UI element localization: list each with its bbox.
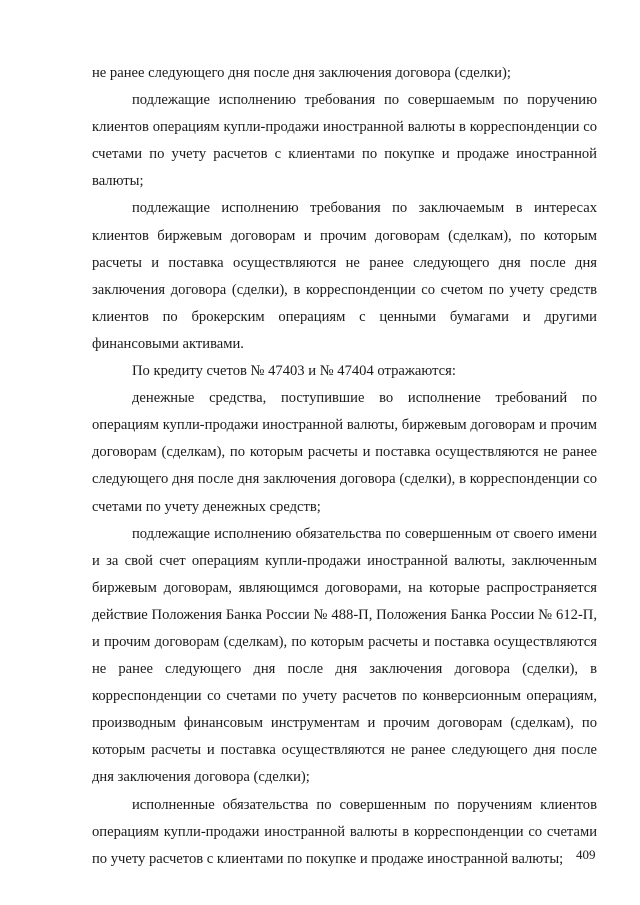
paragraph: подлежащие исполнению обязательства по совершенным от своего имени и за свой счет операциям купли-продажи иностранной валюты, заключенным биржевым договорам, являющимся договорами, на которые распространяется действие Положения Банка России № 488-П, Положения Банка России № 612-П, и прочим договорам (сделкам), по которым расчеты и поставка осуществляются не ранее следующего дня после дня заключения договора (сделки), в корреспонденции со счетами по учету расчетов по конверсионным операциям, производным финансовым инструментам и прочим договорам (сделкам), по которым расчеты и поставка осуществляются не ранее следующего дня после дня заключения договора (сделки);	[92, 525, 597, 786]
paragraph: подлежащие исполнению требования по заключаемым в интересах клиентов биржевым договорам и прочим договорам (сделкам), по которым расчеты и поставка осуществляются не ранее следующего дня после дня заключения договора (сделки), в корреспонденции со счетом по учету средств клиентов по брокерским операциям с ценными бумагами и другими финансовыми активами.	[92, 200, 597, 352]
paragraph: подлежащие исполнению требования по совершаемым по поручению клиентов операциям купли-продажи иностранной валюты в корреспонденции со счетами по учету расчетов с клиентами по покупке и продаже иностранной валюты;	[92, 92, 597, 190]
body-text	[92, 60, 597, 873]
page-number: 409	[576, 847, 596, 862]
paragraph: исполненные обязательства по совершенным по поручениям клиентов операциям купли-продажи иностранной валюты в корреспонденции со счетами по учету расчетов с клиентами по покупке и продаже иностранной валюты;	[92, 796, 597, 867]
paragraph-continuation: не ранее следующего дня после дня заключения договора (сделки);	[92, 65, 511, 81]
paragraph-heading: По кредиту счетов № 47403 и № 47404 отражаются:	[132, 363, 456, 380]
paragraph: денежные средства, поступившие во исполнение требований по операциям купли-продажи иностранной валюты, биржевым договорам и прочим договорам (сделкам), по которым расчеты и поставка осуществляются не ранее следующего дня после дня заключения договора (сделки), в корреспонденции со счетами по учету денежных средств;	[92, 390, 597, 515]
